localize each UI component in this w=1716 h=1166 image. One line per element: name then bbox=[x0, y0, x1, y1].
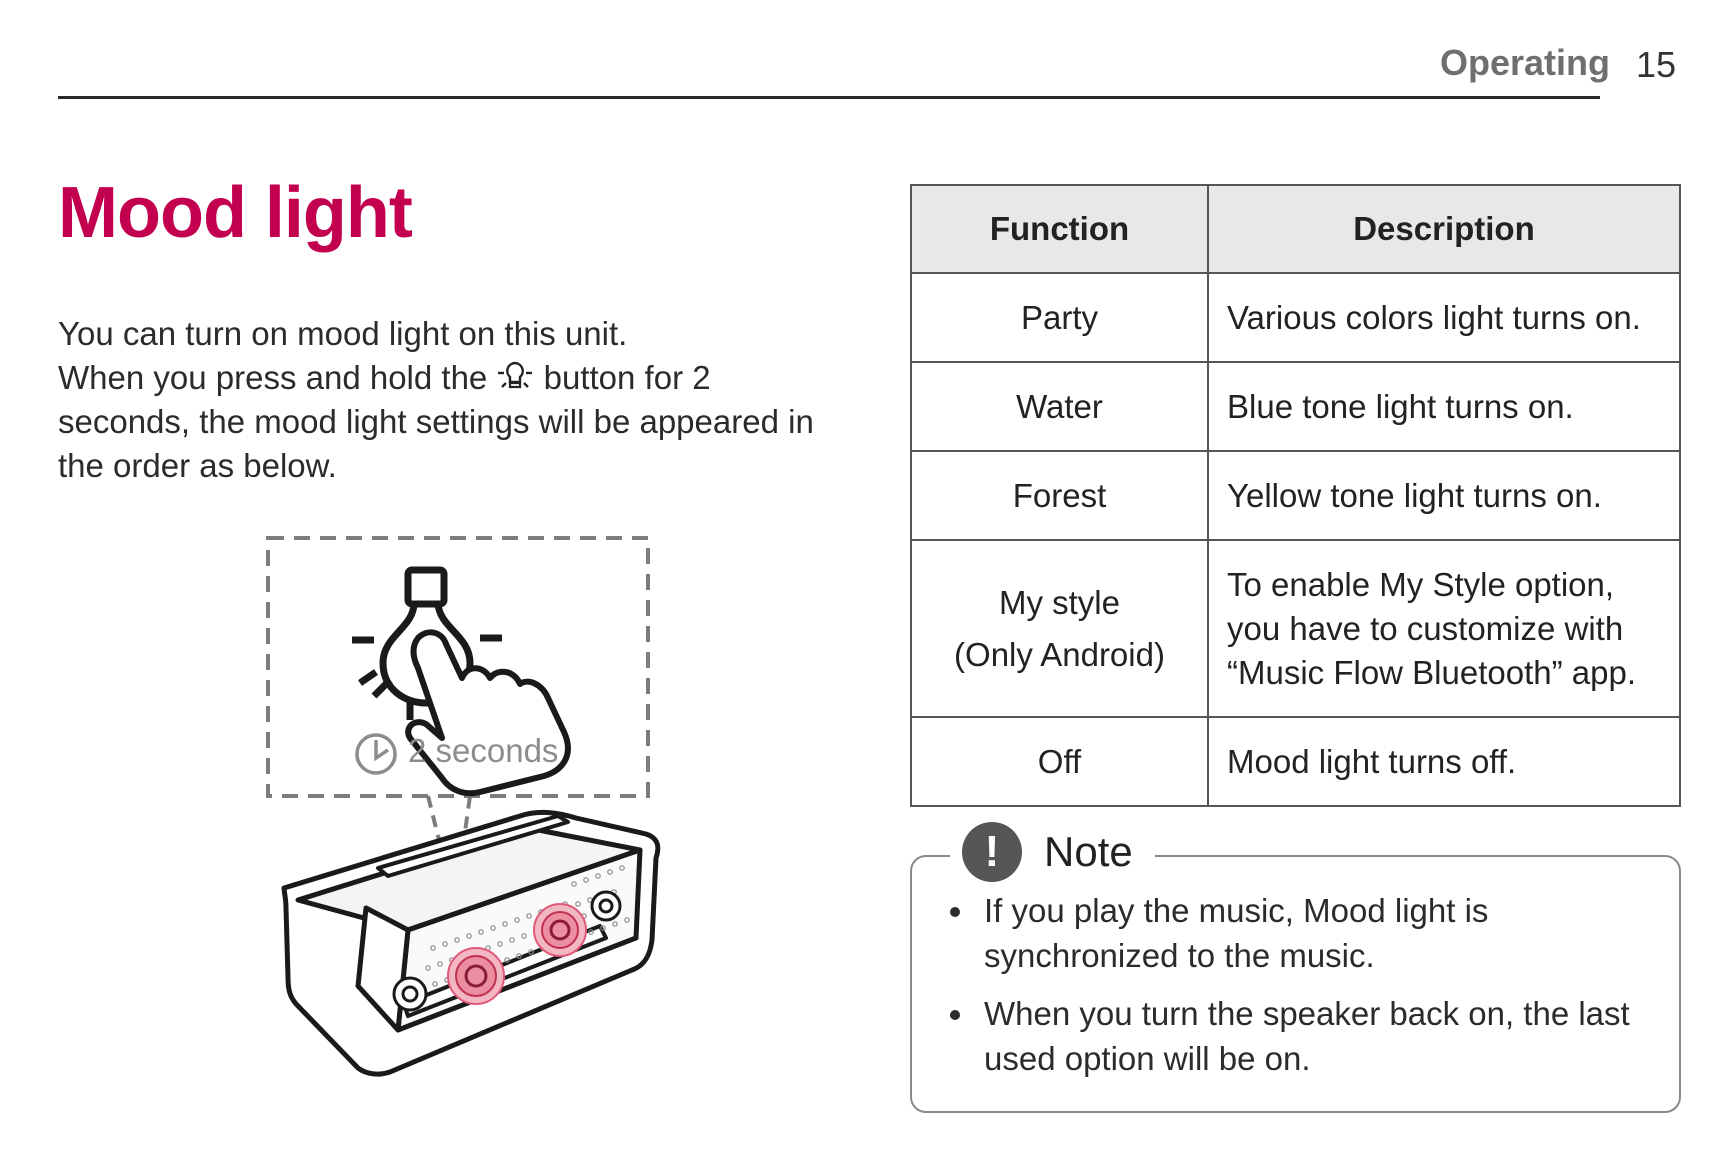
page-title: Mood light bbox=[58, 173, 412, 253]
page-number: 15 bbox=[1636, 44, 1677, 85]
intro-text bbox=[58, 312, 828, 488]
function-cell: Off bbox=[911, 717, 1208, 806]
description-cell: Mood light turns off. bbox=[1208, 717, 1680, 806]
description-cell: Yellow tone light turns on. bbox=[1208, 451, 1680, 540]
mood-light-function-table bbox=[910, 184, 1681, 807]
note-item: When you turn the speaker back on, the last used option will be on. bbox=[948, 991, 1668, 1081]
function-cell bbox=[911, 540, 1208, 717]
exclamation-icon: ! bbox=[962, 822, 1022, 882]
intro-line-2 bbox=[58, 356, 828, 488]
description-cell: Blue tone light turns on. bbox=[1208, 362, 1680, 451]
description-cell: Various colors light turns on. bbox=[1208, 273, 1680, 362]
light-bulb-icon bbox=[496, 359, 534, 395]
function-cell: Forest bbox=[911, 451, 1208, 540]
header-divider bbox=[58, 96, 1600, 99]
intro-line-2-start: When you press and hold the bbox=[58, 359, 488, 396]
intro-line-1: You can turn on mood light on this unit. bbox=[58, 315, 628, 352]
function-cell: Water bbox=[911, 362, 1208, 451]
table-header-row bbox=[911, 185, 1680, 273]
note-item: If you play the music, Mood light is synchronized to the music. bbox=[948, 888, 1668, 978]
function-note: (Only Android) bbox=[954, 635, 1165, 673]
hold-duration-label: 2 seconds bbox=[408, 732, 559, 769]
function-name: My style bbox=[998, 583, 1120, 621]
column-header-description: Description bbox=[1208, 185, 1680, 273]
table-row bbox=[911, 273, 1680, 362]
mood-light-illustration bbox=[258, 528, 678, 1108]
note-list bbox=[948, 888, 1668, 1094]
table-row bbox=[911, 451, 1680, 540]
speaker-driver-lit bbox=[534, 904, 586, 956]
note-header bbox=[950, 822, 1155, 882]
intro-line-2-end: button for 2 seconds, the mood light settings will be appeared in the order as below. bbox=[58, 359, 814, 484]
speaker-device bbox=[284, 812, 658, 1074]
description-cell: To enable My Style option, you have to customize with “Music Flow Bluetooth” app. bbox=[1208, 540, 1680, 717]
column-header-function: Function bbox=[911, 185, 1208, 273]
table-row bbox=[911, 540, 1680, 717]
note-title: Note bbox=[1044, 828, 1133, 875]
section-title: Operating bbox=[1440, 42, 1611, 83]
clock-icon bbox=[357, 735, 395, 773]
table-row bbox=[911, 717, 1680, 806]
function-cell: Party bbox=[911, 273, 1208, 362]
speaker-driver-lit bbox=[448, 948, 504, 1004]
table-row bbox=[911, 362, 1680, 451]
